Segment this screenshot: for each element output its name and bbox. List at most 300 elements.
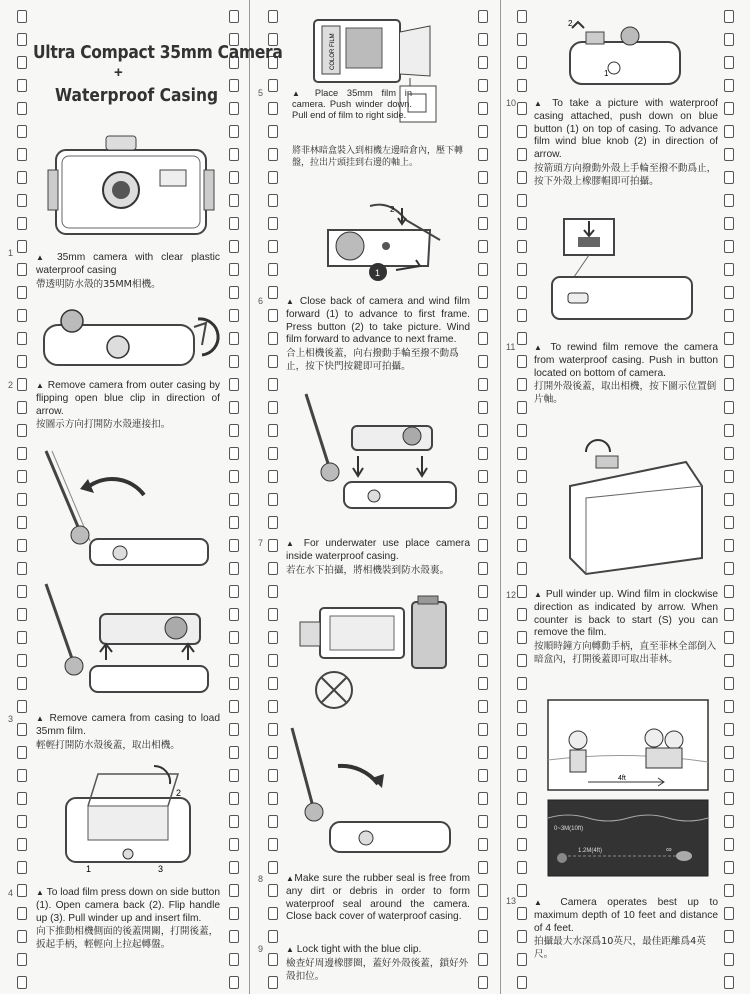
sprocket-hole <box>517 355 527 368</box>
frame-number: 3 <box>8 714 14 724</box>
sprocket-hole <box>229 861 239 874</box>
frame-number: 6 <box>258 296 264 306</box>
step-5-chinese: 將菲林暗盒裝入到相機左邊暗倉內，壓下轉盤，拉出片頭挂到右邊的軸上。 <box>292 146 464 168</box>
sprocket-hole <box>17 171 27 184</box>
sprocket-hole <box>17 332 27 345</box>
sprocket-hole <box>517 148 527 161</box>
sprocket-hole <box>229 194 239 207</box>
sprocket-hole <box>268 792 278 805</box>
sprocket-hole <box>724 148 734 161</box>
sprocket-hole <box>724 493 734 506</box>
color-film-label: COLOR FILM <box>330 33 336 70</box>
sprocket-hole <box>517 976 527 989</box>
sprocket-hole <box>17 884 27 897</box>
sprocket-hole <box>268 746 278 759</box>
sprocket-hole <box>517 723 527 736</box>
sprocket-hole <box>517 102 527 115</box>
sprocket-hole <box>724 10 734 23</box>
sprocket-hole <box>478 286 488 299</box>
sprocket-hole <box>517 263 527 276</box>
sprocket-hole <box>229 401 239 414</box>
sprocket-hole <box>517 792 527 805</box>
step-13-text: ▲ Camera operates best up to maximum depth of 10 feet and distance of 4 feet. <box>534 897 718 934</box>
sprocket-hole <box>724 263 734 276</box>
sprocket-hole <box>517 677 527 690</box>
sprocket-hole <box>517 654 527 667</box>
step-8-text: ▲Make sure the rubber seal is free from any dirt or debris in order to form waterproof seal around the camera. Close back cover of waterproof casing. <box>286 873 470 923</box>
sprocket-hole <box>17 217 27 230</box>
sprocket-hole <box>724 332 734 345</box>
sprocket-hole <box>724 953 734 966</box>
sprocket-hole <box>724 884 734 897</box>
sprocket-hole <box>517 838 527 851</box>
sprocket-hole <box>229 815 239 828</box>
sprocket-hole <box>268 723 278 736</box>
sprocket-hole <box>17 861 27 874</box>
sprocket-hole <box>229 424 239 437</box>
sprocket-hole <box>17 677 27 690</box>
sprocket-hole <box>17 401 27 414</box>
sprocket-hole <box>724 746 734 759</box>
sprocket-hole <box>478 493 488 506</box>
sprocket-hole <box>229 217 239 230</box>
step-4-text: ▲ To load film press down on side button (1). Open camera back (2). Flip handle up (3). Pull winder up and insert film. <box>36 887 220 924</box>
sprocket-hole <box>229 447 239 460</box>
label-2: 2 <box>390 205 395 214</box>
sprocket-hole <box>517 79 527 92</box>
sprocket-hole <box>478 792 488 805</box>
sprocket-hole <box>17 930 27 943</box>
sprocket-hole <box>268 815 278 828</box>
step-7-chinese: 若在水下拍攝，將相機裝到防水殼裏。 <box>286 564 450 576</box>
sprocket-hole <box>517 424 527 437</box>
sprocket-hole <box>229 378 239 391</box>
wind-film-illustration <box>310 200 460 290</box>
sprocket-hole <box>724 654 734 667</box>
sprocket-hole <box>229 240 239 253</box>
step-12-chinese: 按順時鐘方向轉動手柄，直至菲林全部倒入暗盒內，打開後蓋即可取出菲林。 <box>534 641 717 665</box>
sprocket-hole <box>478 102 488 115</box>
sprocket-hole <box>229 585 239 598</box>
sprocket-hole <box>17 102 27 115</box>
label-1: 1 <box>86 864 92 874</box>
sprocket-hole <box>229 907 239 920</box>
sprocket-hole <box>517 217 527 230</box>
sprocket-hole <box>17 815 27 828</box>
sprocket-hole <box>478 309 488 322</box>
sprocket-hole <box>17 723 27 736</box>
sprocket-hole <box>478 424 488 437</box>
step-6-text: ▲ Close back of camera and wind film forward (1) to advance to first frame. Press button (2) to take picture. Wind film forward to advance to next frame. <box>286 296 470 346</box>
frame-number: 8 <box>258 874 264 884</box>
sprocket-hole <box>517 401 527 414</box>
sprocket-hole <box>517 539 527 552</box>
sprocket-hole <box>17 79 27 92</box>
sprocket-hole <box>478 654 488 667</box>
sprocket-hole <box>268 148 278 161</box>
sprocket-hole <box>229 723 239 736</box>
sprocket-hole <box>229 125 239 138</box>
sprocket-hole <box>517 815 527 828</box>
sprocket-hole <box>724 700 734 713</box>
sprocket-hole <box>17 447 27 460</box>
frame-number: 5 <box>258 88 264 98</box>
sprocket-hole <box>17 700 27 713</box>
sprocket-hole <box>724 217 734 230</box>
sprocket-hole <box>724 240 734 253</box>
sprocket-hole <box>517 286 527 299</box>
sprocket-hole <box>478 723 488 736</box>
sprocket-hole <box>478 769 488 782</box>
sprocket-hole <box>724 562 734 575</box>
sprocket-hole <box>229 516 239 529</box>
sprocket-hole <box>17 470 27 483</box>
film-sprocket-strip <box>477 0 489 994</box>
sprocket-hole <box>268 263 278 276</box>
film-sprocket-strip <box>228 0 240 994</box>
step-1-chinese: 帶透明防水殼的35MM相機。 <box>36 278 161 290</box>
step-10-text: ▲ To take a picture with waterproof casing attached, push down on blue button (1) on top of casing. To advance film wind blue knob (2) in direction of arrow. <box>534 98 718 161</box>
sprocket-hole <box>268 125 278 138</box>
camera-in-casing-illustration <box>48 132 218 242</box>
sprocket-hole <box>517 746 527 759</box>
sprocket-hole <box>478 10 488 23</box>
sprocket-hole <box>724 838 734 851</box>
sprocket-hole <box>517 240 527 253</box>
step-4-chinese: 向下推動相機側面的後蓋開關，打開後蓋，扳起手柄，輕輕向上拉起轉盤。 <box>36 926 219 951</box>
sprocket-hole <box>229 148 239 161</box>
sprocket-hole <box>268 79 278 92</box>
remove-camera-illustration <box>36 580 216 705</box>
step-1-text: ▲ 35mm camera with clear plastic waterproof casing <box>36 252 220 276</box>
sprocket-hole <box>724 378 734 391</box>
sprocket-hole <box>478 516 488 529</box>
frame-number: 9 <box>258 944 264 954</box>
sprocket-hole <box>724 769 734 782</box>
sprocket-hole <box>724 401 734 414</box>
sprocket-hole <box>517 447 527 460</box>
sprocket-hole <box>229 562 239 575</box>
sprocket-hole <box>724 424 734 437</box>
sprocket-hole <box>517 33 527 46</box>
sprocket-hole <box>268 631 278 644</box>
sprocket-hole <box>478 194 488 207</box>
sprocket-hole <box>268 401 278 414</box>
sprocket-hole <box>268 608 278 621</box>
sprocket-hole <box>724 976 734 989</box>
frame-number: 11 <box>506 342 516 352</box>
sprocket-hole <box>517 171 527 184</box>
distance-label: 4ft <box>618 775 626 782</box>
label-1: 1 <box>604 69 609 78</box>
sprocket-hole <box>724 792 734 805</box>
step-10-chinese: 按箭頭方向撥動外殼上手輪至撥不動爲止，按下外殼上橡膠帽即可拍攝。 <box>534 162 717 187</box>
sprocket-hole <box>17 792 27 805</box>
sprocket-hole <box>229 309 239 322</box>
sprocket-hole <box>478 56 488 69</box>
sprocket-hole <box>268 378 278 391</box>
sprocket-hole <box>17 493 27 506</box>
sprocket-hole <box>268 700 278 713</box>
label-2: 2 <box>568 19 573 28</box>
sprocket-hole <box>478 953 488 966</box>
sprocket-hole <box>724 723 734 736</box>
label-2: 2 <box>176 788 182 798</box>
sprocket-hole <box>517 493 527 506</box>
sprocket-hole <box>517 194 527 207</box>
sprocket-hole <box>478 148 488 161</box>
sprocket-hole <box>17 33 27 46</box>
sprocket-hole <box>517 953 527 966</box>
frame-number: 13 <box>506 896 517 906</box>
sprocket-hole <box>517 884 527 897</box>
sprocket-hole <box>17 10 27 23</box>
sprocket-hole <box>724 194 734 207</box>
sprocket-hole <box>268 470 278 483</box>
sprocket-hole <box>268 102 278 115</box>
sprocket-hole <box>17 907 27 920</box>
load-film-illustration <box>58 760 208 875</box>
sprocket-hole <box>17 838 27 851</box>
film-sprocket-strip <box>267 0 279 994</box>
sprocket-hole <box>17 424 27 437</box>
sprocket-hole <box>17 585 27 598</box>
sprocket-hole <box>724 125 734 138</box>
sprocket-hole <box>229 263 239 276</box>
film-sprocket-strip <box>16 0 28 994</box>
sprocket-hole <box>229 631 239 644</box>
sprocket-hole <box>478 33 488 46</box>
sprocket-hole <box>268 838 278 851</box>
frame-number: 4 <box>8 888 14 898</box>
depth-distance-label: 1.2M(4ft) <box>578 848 603 854</box>
sprocket-hole <box>724 861 734 874</box>
sprocket-hole <box>268 355 278 368</box>
pull-winder-illustration <box>566 446 706 576</box>
sprocket-hole <box>517 585 527 598</box>
flip-clip-illustration <box>34 305 214 375</box>
open-casing-illustration <box>36 445 216 570</box>
sprocket-hole <box>517 378 527 391</box>
step-11-text: ▲ To rewind film remove the camera from waterproof casing. Push in button located on bottom of camera. <box>534 342 718 379</box>
column-divider <box>500 0 501 994</box>
sprocket-hole <box>478 470 488 483</box>
sprocket-hole <box>229 171 239 184</box>
step-5-text: ▲ Place 35mm film in camera. Push winder down. Pull end of film to right side. <box>292 88 412 120</box>
sprocket-hole <box>517 562 527 575</box>
sprocket-hole <box>517 309 527 322</box>
sprocket-hole <box>229 10 239 23</box>
sprocket-hole <box>478 562 488 575</box>
sprocket-hole <box>478 263 488 276</box>
sprocket-hole <box>478 838 488 851</box>
sprocket-hole <box>229 608 239 621</box>
sprocket-hole <box>268 539 278 552</box>
sprocket-hole <box>724 677 734 690</box>
sprocket-hole <box>229 700 239 713</box>
sprocket-hole <box>724 608 734 621</box>
sprocket-hole <box>724 309 734 322</box>
sprocket-hole <box>229 677 239 690</box>
sprocket-hole <box>17 562 27 575</box>
sprocket-hole <box>517 10 527 23</box>
sprocket-hole <box>517 516 527 529</box>
sprocket-hole <box>17 309 27 322</box>
sprocket-hole <box>517 700 527 713</box>
sprocket-hole <box>17 654 27 667</box>
sprocket-hole <box>517 631 527 644</box>
sprocket-hole <box>724 56 734 69</box>
rubber-seal-illustration <box>296 594 456 714</box>
sprocket-hole <box>17 194 27 207</box>
sprocket-hole <box>17 148 27 161</box>
sprocket-hole <box>17 539 27 552</box>
sprocket-hole <box>478 332 488 345</box>
sprocket-hole <box>268 493 278 506</box>
title-line-2: Waterproof Casing <box>55 85 219 106</box>
distance-scene-illustration <box>548 700 708 790</box>
sprocket-hole <box>478 907 488 920</box>
sprocket-hole <box>517 470 527 483</box>
sprocket-hole <box>268 10 278 23</box>
sprocket-hole <box>724 355 734 368</box>
rewind-button-illustration <box>550 215 700 330</box>
sprocket-hole <box>478 79 488 92</box>
sprocket-hole <box>517 769 527 782</box>
sprocket-hole <box>268 286 278 299</box>
sprocket-hole <box>724 585 734 598</box>
film-sprocket-strip <box>516 0 528 994</box>
sprocket-hole <box>724 539 734 552</box>
sprocket-hole <box>478 884 488 897</box>
sprocket-hole <box>724 79 734 92</box>
sprocket-hole <box>17 263 27 276</box>
sprocket-hole <box>478 539 488 552</box>
depth-max-label: 0~3M(10ft) <box>554 826 584 832</box>
sprocket-hole <box>478 171 488 184</box>
sprocket-hole <box>17 976 27 989</box>
sprocket-hole <box>268 861 278 874</box>
sprocket-hole <box>268 516 278 529</box>
sprocket-hole <box>724 470 734 483</box>
sprocket-hole <box>478 125 488 138</box>
sprocket-hole <box>229 102 239 115</box>
sprocket-hole <box>478 585 488 598</box>
sprocket-hole <box>17 378 27 391</box>
sprocket-hole <box>268 171 278 184</box>
sprocket-hole <box>17 286 27 299</box>
infinity-label: ∞ <box>666 845 672 854</box>
close-casing-illustration <box>286 722 461 867</box>
frame-number: 1 <box>8 248 14 258</box>
sprocket-hole <box>268 976 278 989</box>
sprocket-hole <box>229 493 239 506</box>
sprocket-hole <box>478 608 488 621</box>
sprocket-hole <box>724 907 734 920</box>
sprocket-hole <box>478 401 488 414</box>
sprocket-hole <box>724 286 734 299</box>
sprocket-hole <box>229 769 239 782</box>
sprocket-hole <box>517 56 527 69</box>
sprocket-hole <box>724 930 734 943</box>
sprocket-hole <box>229 79 239 92</box>
sprocket-hole <box>517 125 527 138</box>
step-2-text: ▲ Remove camera from outer casing by flipping open blue clip in direction of arrow. <box>36 380 220 417</box>
sprocket-hole <box>724 631 734 644</box>
sprocket-hole <box>268 217 278 230</box>
sprocket-hole <box>724 447 734 460</box>
sprocket-hole <box>229 286 239 299</box>
sprocket-hole <box>724 171 734 184</box>
step-7-text: ▲ For underwater use place camera inside waterproof casing. <box>286 538 470 562</box>
sprocket-hole <box>478 447 488 460</box>
sprocket-hole <box>17 746 27 759</box>
sprocket-hole <box>478 217 488 230</box>
step-3-text: ▲ Remove camera from casing to load 35mm film. <box>36 713 220 737</box>
step-2-chinese: 按圖示方向打開防水殼連接扣。 <box>36 419 171 431</box>
sprocket-hole <box>724 33 734 46</box>
sprocket-hole <box>268 309 278 322</box>
sprocket-hole <box>724 516 734 529</box>
sprocket-hole <box>229 355 239 368</box>
sprocket-hole <box>478 861 488 874</box>
sprocket-hole <box>478 378 488 391</box>
step-12-text: ▲ Pull winder up. Wind film in clockwise direction as indicated by arrow. When counter is back to start (S) you can remove the film. <box>534 589 718 639</box>
frame-number: 7 <box>258 538 264 548</box>
depth-scene-illustration <box>548 800 708 876</box>
insert-camera-illustration <box>296 390 466 520</box>
sprocket-hole <box>268 654 278 667</box>
sprocket-hole <box>17 240 27 253</box>
sprocket-hole <box>517 861 527 874</box>
label-1: 1 <box>375 268 381 278</box>
sprocket-hole <box>229 930 239 943</box>
step-6-chinese: 合上相機後蓋，向右撥動手輪至撥不動爲止，按下快門按鍵即可拍攝。 <box>286 348 459 372</box>
step-9-text: ▲ Lock tight with the blue clip. <box>286 944 422 955</box>
sprocket-hole <box>17 608 27 621</box>
sprocket-hole <box>517 930 527 943</box>
sprocket-hole <box>229 838 239 851</box>
sprocket-hole <box>229 539 239 552</box>
sprocket-hole <box>229 332 239 345</box>
sprocket-hole <box>229 792 239 805</box>
column-divider <box>249 0 250 994</box>
sprocket-hole <box>17 125 27 138</box>
sprocket-hole <box>268 677 278 690</box>
sprocket-hole <box>478 700 488 713</box>
sprocket-hole <box>517 907 527 920</box>
frame-number: 10 <box>506 98 517 108</box>
sprocket-hole <box>478 976 488 989</box>
sprocket-hole <box>268 240 278 253</box>
sprocket-hole <box>517 332 527 345</box>
sprocket-hole <box>17 769 27 782</box>
film-sprocket-strip <box>723 0 735 994</box>
sprocket-hole <box>268 585 278 598</box>
sprocket-hole <box>268 884 278 897</box>
sprocket-hole <box>478 355 488 368</box>
sprocket-hole <box>268 424 278 437</box>
sprocket-hole <box>268 447 278 460</box>
sprocket-hole <box>478 815 488 828</box>
sprocket-hole <box>17 355 27 368</box>
sprocket-hole <box>724 815 734 828</box>
take-picture-illustration <box>560 12 690 92</box>
step-9-chinese: 檢查好周邊橡膠圈，蓋好外殼後蓋，鎖好外殼扣位。 <box>286 957 469 982</box>
sprocket-hole <box>229 470 239 483</box>
step-11-chinese: 打開外殼後蓋，取出相機，按下圖示位置倒片軸。 <box>534 381 717 406</box>
sprocket-hole <box>268 562 278 575</box>
